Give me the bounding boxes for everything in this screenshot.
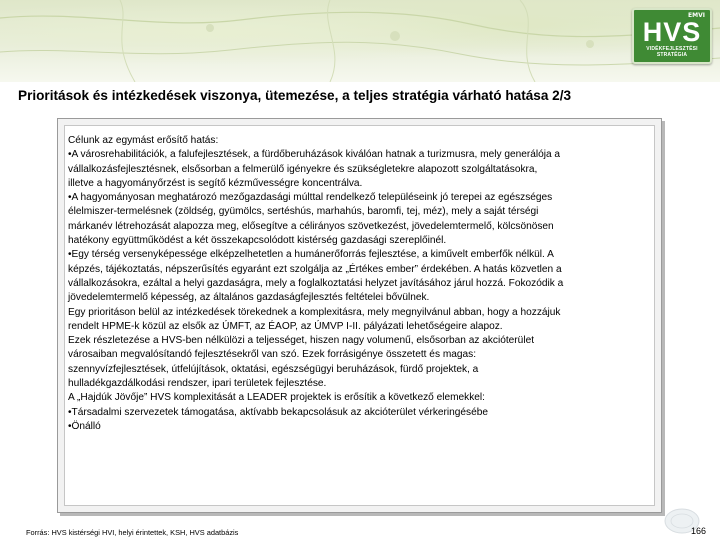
logo-eu-label: EMVI [688,12,705,19]
source-note: Forrás: HVS kistérségi HVI, helyi érintettek, KSH, HVS adatbázis [26,528,239,537]
content-line: rendelt HPME-k közül az elsők az ÚMFT, az ÉAOP, az ÚMVP I-II. pályázati lehetőségeire alapoz. [68,320,503,332]
content-line: illetve a hagyományőrzést is segítő kézművességre koncentrálva. [68,177,363,189]
content-line: városaiban megvalósítandó fejlesztésekről van szó. Ezek forrásigénye összetett és magas: [68,349,477,361]
content-line: jövedelemtermelő képesség, az általános gazdaságfejlesztés feltételei bővülnek. [68,292,430,304]
map-background [0,0,720,82]
content-line: Célunk az egymást erősítő hatás: [68,135,219,146]
content-line: A „Hajdúk Jövője” HVS komplexitását a LEADER projektek is erősítik a következő elemekkel: [68,392,485,404]
logo-subtitle: VIDÉKFEJLESZTÉSI STRATÉGIA [646,46,698,58]
content-line: élelmiszer-termelésnek (zöldség, gyümölcs, sertéshús, marhahús, baromfi, tej, méz), mely a saját térségi [68,206,539,218]
content-line: képzés, tájékoztatás, népszerűsítés egyaránt ezt szolgálja az „Értékes ember” érdekében. A hatás közvetlen a [68,263,562,275]
content-line: •Önálló [68,420,101,432]
content-panel [57,118,662,513]
content-line: hulladékgazdálkodási rendszer, ipari területek fejlesztése. [68,378,327,390]
slide-title: Prioritások és intézkedések viszonya, ütemezése, a teljes stratégia várható hatása 2/3 [18,88,572,103]
content-line: •Társadalmi szervezetek támogatása, aktívabb bekapcsolásuk az akcióterület vérkeringésébe [68,406,489,418]
header-banner [0,0,720,82]
content-line: •Egy térség versenyképessége elképzelhetetlen a humánerőforrás fejlesztése, a kiművelt emberfők nélkül. A [68,249,554,261]
content-line: szennyvízfejlesztések, útfelújítások, oktatási, egészségügyi beruházások, fürdő projektek, a [68,363,479,375]
hvs-logo [632,8,712,64]
logo-wordmark: HVS [642,17,702,47]
page-number: 166 [690,526,706,536]
content-panel-inner [64,125,655,506]
content-line: Egy prioritáson belül az intézkedések törekednek a komplexitásra, mely megnyilvánul abban, hogy a hozzájuk [68,306,561,318]
content-line: vállalkozásfejlesztésnek, elsősorban a felmerülő igényekre és szükségletekre alapozott szolgáltatásokra, [68,163,538,175]
content-text [68,134,660,434]
content-line: Ezek részletezése a HVS-ben nélkülözi a teljességet, hiszen nagy volumenű, elsősorban az akcióterület [68,335,535,347]
content-line: márkanév létrehozását alapozza meg, elősegítve a célirányos szövetkezést, jövedelemtermelő, kölcsönösen [68,220,554,232]
content-line: vállalkozásokra, ezáltal a helyi gazdaságra, mely a foglalkoztatási helyzet javításához járul hozzá. Fokozódik a [68,277,564,289]
content-line: •A városrehabilitációk, a falufejlesztések, a fürdőberuházások kiválóan hatnak a turizmusra, mely generálója a [68,149,561,161]
content-line: hatékony együttműködést a két összekapcsolódott kistérség gazdasági szereplőinél. [68,235,447,247]
content-line: •A hagyományosan meghatározó mezőgazdasági múlttal rendelkező településeink jó terepei az egészséges [68,192,553,204]
